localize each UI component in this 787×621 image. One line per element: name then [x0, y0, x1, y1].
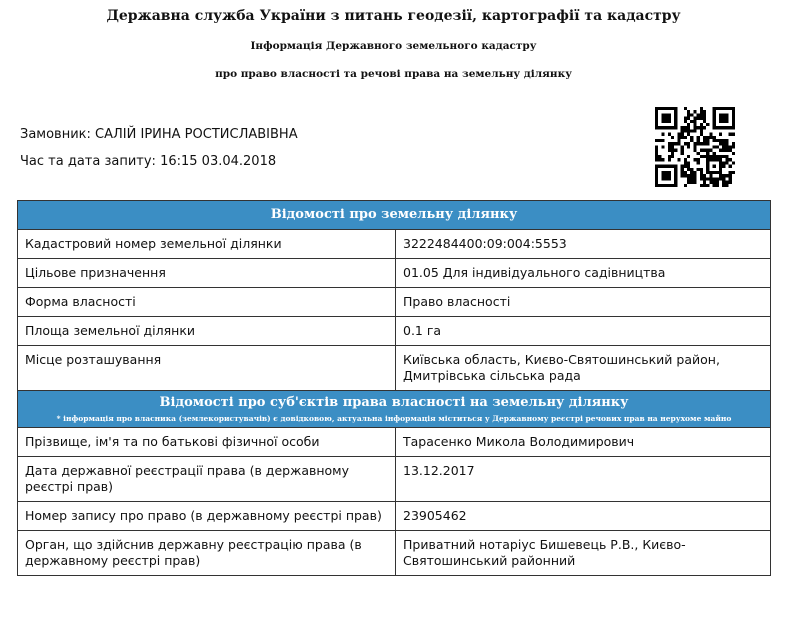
- owners-section-cell: [18, 391, 771, 428]
- table-row: [18, 259, 771, 288]
- table-row: [18, 428, 771, 457]
- customer-line: [20, 127, 298, 142]
- row-value: Тарасенко Микола Володимирович: [396, 428, 771, 457]
- table-row: [18, 288, 771, 317]
- agency-title: Державна служба України з питань геодезії, картографії та кадастру: [106, 8, 681, 24]
- table-row: [18, 230, 771, 259]
- table-row: [18, 531, 771, 576]
- customer-label: Замовник:: [20, 127, 91, 142]
- owners-section-title: Відомості про суб'єктів права власності на земельну ділянку: [159, 395, 629, 410]
- row-value: Приватний нотаріус Бишевець Р.В., Києво-Святошинський районний: [396, 531, 771, 576]
- request-datetime-line: [20, 154, 276, 169]
- row-value: 0.1 га: [396, 317, 771, 346]
- table-row: [18, 346, 771, 391]
- owners-section-note: * інформація про власника (землекористувачів) є довідковою, актуальна інформація міститься у Державному реєстрі речових прав на нерухоме майно: [56, 414, 732, 423]
- row-label: Прізвище, ім'я та по батькові фізичної особи: [18, 428, 396, 457]
- row-label: Цільове призначення: [18, 259, 396, 288]
- row-value: 23905462: [396, 502, 771, 531]
- table-row: [18, 502, 771, 531]
- qr-code-icon: [655, 107, 735, 187]
- request-datetime-label: Час та дата запиту:: [20, 154, 156, 169]
- row-value: Право власності: [396, 288, 771, 317]
- info-table: [17, 200, 771, 576]
- document-subtitle: Інформація Державного земельного кадастру: [250, 40, 537, 52]
- document-subject: про право власності та речові права на земельну ділянку: [215, 68, 572, 80]
- request-datetime-value: 16:15 03.04.2018: [160, 154, 277, 169]
- row-label: Місце розташування: [18, 346, 396, 391]
- customer-name: САЛІЙ ІРИНА РОСТИСЛАВІВНА: [95, 127, 298, 142]
- table-row: [18, 317, 771, 346]
- row-value: 13.12.2017: [396, 457, 771, 502]
- row-label: Форма власності: [18, 288, 396, 317]
- parcel-section-title: Відомості про земельну ділянку: [18, 201, 771, 230]
- row-label: Кадастровий номер земельної ділянки: [18, 230, 396, 259]
- row-label: Дата державної реєстрації права (в державному реєстрі прав): [18, 457, 396, 502]
- row-value: 01.05 Для індивідуального садівництва: [396, 259, 771, 288]
- parcel-section-header: [18, 201, 771, 230]
- row-label: Площа земельної ділянки: [18, 317, 396, 346]
- table-row: [18, 457, 771, 502]
- owners-section-header: [18, 391, 771, 428]
- row-label: Орган, що здійснив державну реєстрацію права (в державному реєстрі прав): [18, 531, 396, 576]
- row-value: 3222484400:09:004:5553: [396, 230, 771, 259]
- row-value: Київська область, Києво-Святошинський район, Дмитрівська сільська рада: [396, 346, 771, 391]
- row-label: Номер запису про право (в державному реєстрі прав): [18, 502, 396, 531]
